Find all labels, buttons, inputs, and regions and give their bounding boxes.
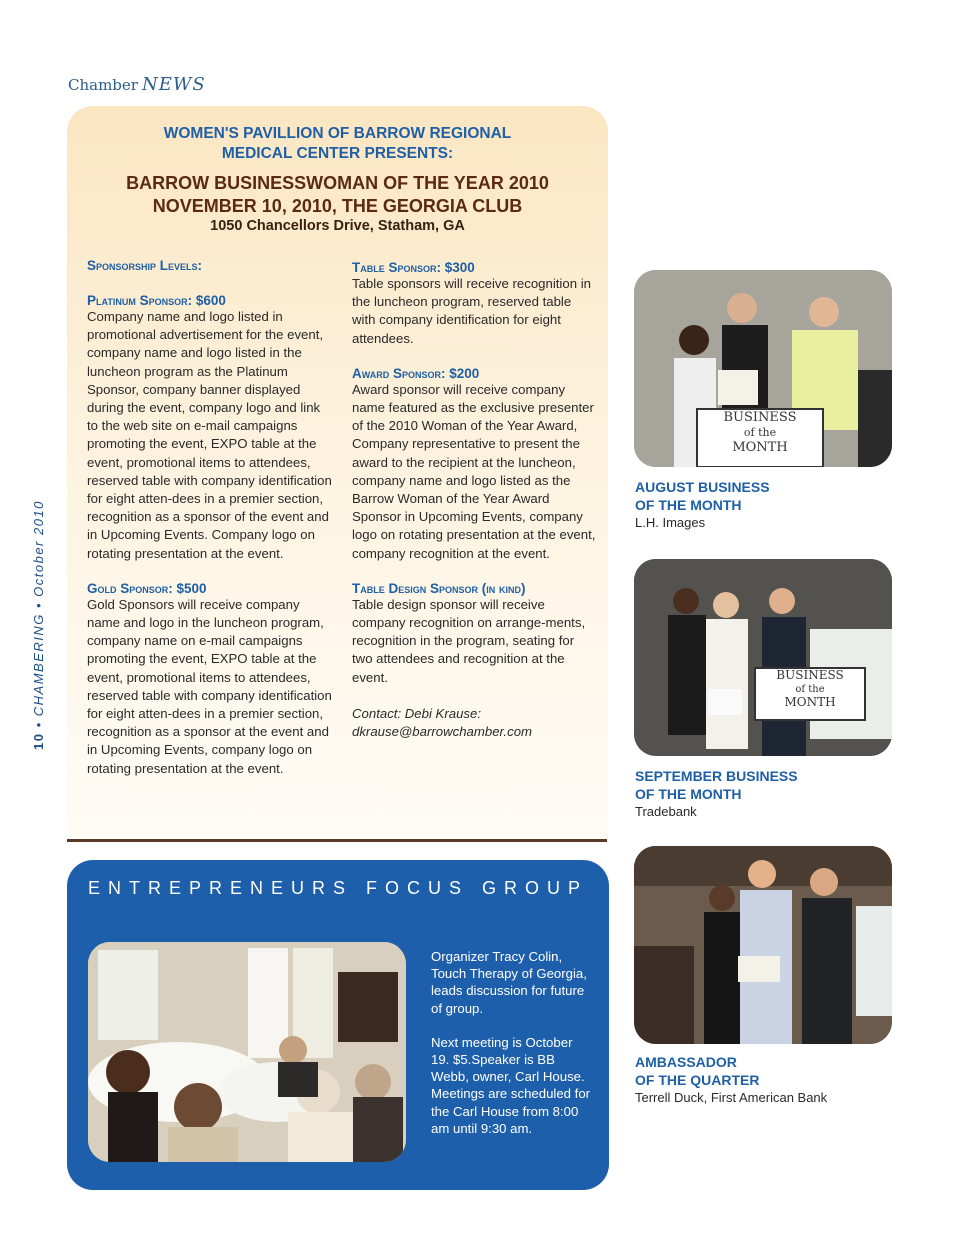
section-divider: [67, 839, 607, 842]
contact-name: Contact: Debi Krause:: [352, 705, 482, 721]
ambassador-photo-illustration: [634, 846, 892, 1044]
september-title-line-1: SEPTEMBER BUSINESS: [635, 768, 798, 784]
entrepreneurs-text: [431, 948, 591, 1154]
entrepreneurs-para-2: Next meeting is October 19. $5.Speaker is BB Webb, owner, Carl House. Meetings are scheduled for the Carl House from 8:00 am until 9:30 am.: [431, 1034, 591, 1136]
ambassador-photo: [634, 846, 892, 1044]
folio-text: • CHAMBERING • October 2010: [31, 500, 46, 733]
table-design-heading: Table Design Sponsor (in kind): [352, 580, 526, 596]
event-title-line-2: NOVEMBER 10, 2010, THE GEORGIA CLUB: [152, 196, 523, 216]
sponsor-column-right: [352, 260, 597, 741]
page-number: 10: [31, 732, 46, 750]
presenter-line-1: WOMEN'S PAVILLION OF BARROW REGIONAL: [163, 125, 512, 142]
event-presenter: [67, 124, 608, 164]
table-design-body: Table design sponsor will receive company recognition on arrange-ments, recognition in the program, seating for two attendees and recognition at the event.: [352, 596, 586, 685]
august-title-line-2: OF THE MONTH: [635, 497, 742, 513]
september-caption-title: [635, 767, 895, 803]
august-caption-title: [635, 478, 895, 514]
event-title-line-1: BARROW BUSINESSWOMAN OF THE YEAR 2010: [126, 173, 549, 193]
gold-body: Gold Sponsors will receive company name and logo in the luncheon program, company name on e-mail campaigns promoting the event, EXPO table at the event, promotional items to attendees, reserved table with company identification for eight atten-dees in a premier section, recognition as a sponsor at the event and in Upcoming Events, company logo on rotating presentation at the event.: [87, 596, 332, 776]
award-sponsor-heading: Award Sponsor: $200: [352, 365, 480, 381]
august-title-line-1: AUGUST BUSINESS: [635, 479, 770, 495]
september-title-line-2: OF THE MONTH: [635, 786, 742, 802]
business-of-month-sign: BUSINESS of the MONTH: [696, 408, 824, 467]
meeting-photo-illustration: [88, 942, 406, 1162]
presenter-line-2: MEDICAL CENTER PRESENTS:: [221, 145, 454, 162]
platinum-heading: Platinum Sponsor: $600: [87, 293, 226, 308]
gold-heading: Gold Sponsor: $500: [87, 580, 207, 596]
table-sponsor-body: Table sponsors will receive recognition in the luncheon program, reserved table with company identification for eight attendees.: [352, 276, 591, 346]
entrepreneurs-title: ENTREPRENEURS FOCUS GROUP: [87, 878, 589, 898]
section-header: [68, 74, 206, 95]
ambassador-winner: Terrell Duck, First American Bank: [635, 1090, 828, 1105]
ambassador-caption-title: [635, 1053, 895, 1089]
september-photo-illustration: [634, 559, 892, 756]
august-business-photo: [634, 270, 892, 467]
award-sponsor-body: Award sponsor will receive company name featured as the exclusive presenter of the 2010 Woman of the Year Award, Company representative to present the award to the recipient at the luncheon, company name and logo listed as the Barrow Woman of the Year Award Sponsor in Upcoming Events, company logo on rotating presentation at the event, company recognition at the event.: [352, 381, 596, 561]
table-sponsor-heading: Table Sponsor: $300: [352, 260, 475, 275]
september-business-photo: [634, 559, 892, 756]
ambassador-title-line-2: OF THE QUARTER: [635, 1072, 760, 1088]
sponsor-column-left: [87, 258, 334, 778]
ambassador-title-line-1: AMBASSADOR: [635, 1054, 737, 1070]
august-winner: L.H. Images: [635, 515, 706, 530]
platinum-body: Company name and logo listed in promotional advertisement for the event, company name and logo listed in the luncheon program as the Platinum Sponsor, company banner displayed during the event, company logo and link to the web site on e-mail campaigns promoting the event, EXPO table at the event, promotional items to attendees, reserved table with company identification for eight atten-dees in a premier section, recognition as a sponsor of the event and in Upcoming Events. Company logo on rotating presentation at the event.: [87, 309, 332, 561]
header-news: NEWS: [141, 74, 206, 95]
business-of-month-sign: BUSINESS of the MONTH: [754, 667, 866, 721]
entrepreneurs-para-1: Organizer Tracy Colin, Touch Therapy of Georgia, leads discussion for future of group.: [431, 949, 587, 1016]
event-address: 1050 Chancellors Drive, Statham, GA: [210, 218, 465, 234]
event-title: [67, 172, 608, 218]
september-winner: Tradebank: [635, 804, 697, 819]
page-folio: [31, 500, 46, 750]
entrepreneurs-photo: [88, 942, 406, 1162]
contact-email-link[interactable]: dkrause@barrowchamber.com: [352, 724, 533, 740]
sponsorship-levels-heading: Sponsorship Levels:: [87, 258, 203, 273]
header-chamber: Chamber: [68, 76, 138, 94]
